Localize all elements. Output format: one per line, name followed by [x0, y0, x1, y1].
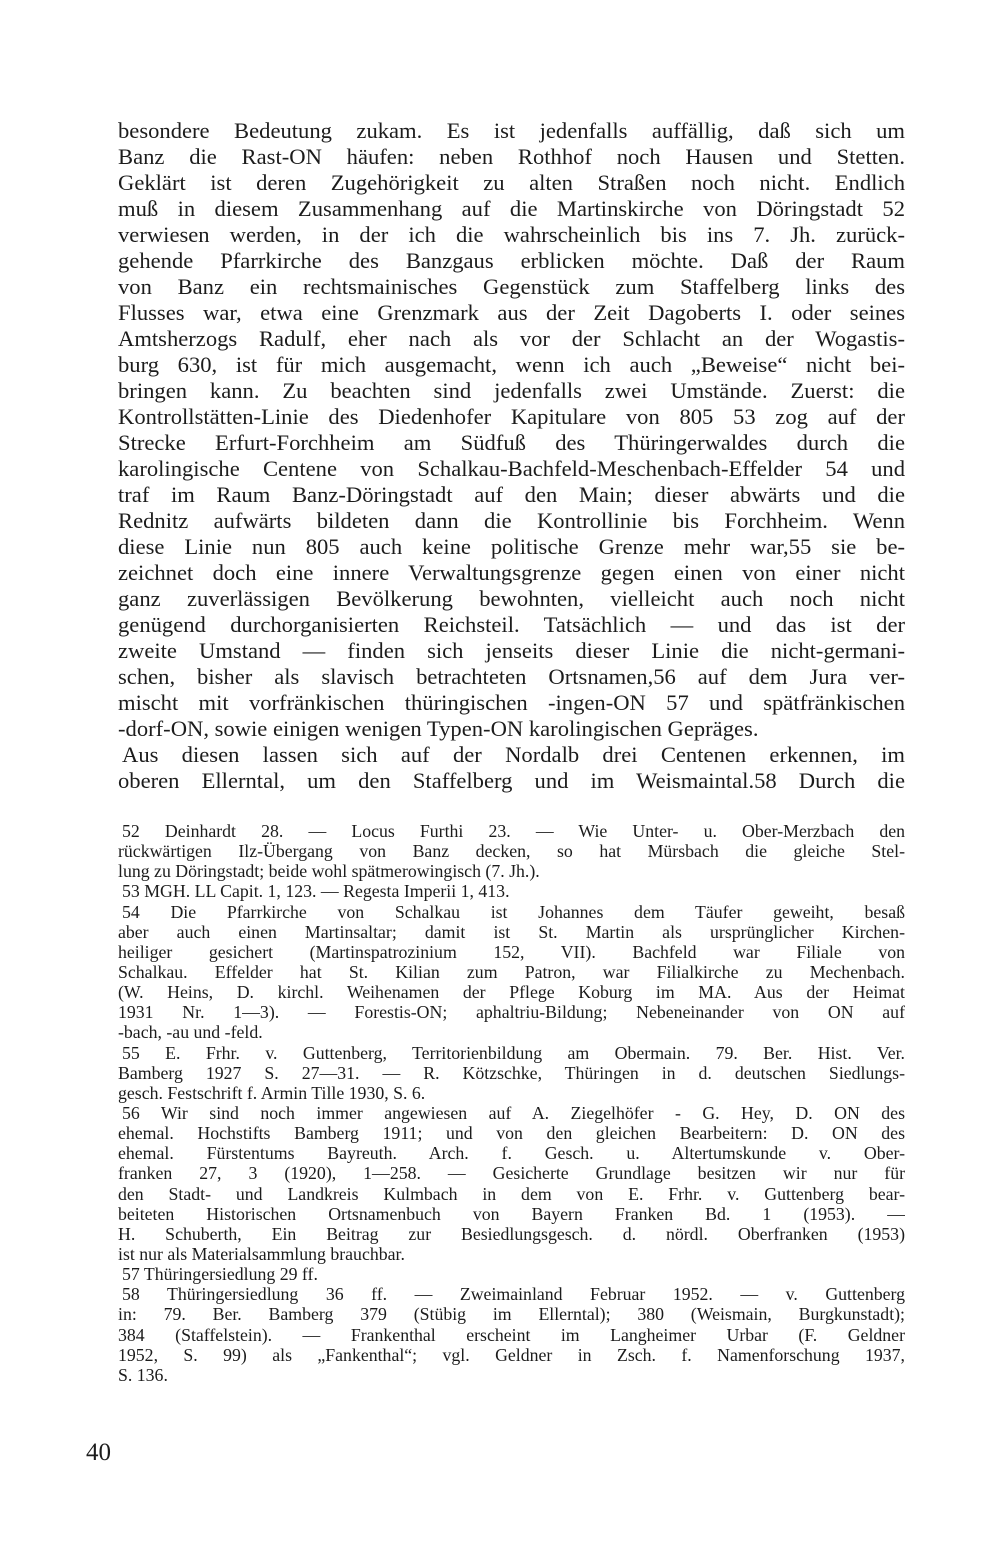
body-line: Kontrollstätten-Linie des Diedenhofer Kapitulare von 805 53 zog auf der — [118, 404, 905, 429]
footnote-line: 55 E. Frhr. v. Guttenberg, Territorienbildung am Obermain. 79. Ber. Hist. Ver. — [122, 1042, 905, 1063]
body-line: Geklärt ist deren Zugehörigkeit zu alten Straßen noch nicht. Endlich — [118, 170, 905, 195]
body-line: -dorf-ON, sowie einigen wenigen Typen-ON karolingischen Gepräges. — [118, 716, 759, 741]
footnote-line: 1952, S. 99) als „Fankenthal“; vgl. Geldner in Zsch. f. Namenforschung 1937, — [118, 1344, 905, 1365]
body-line: Strecke Erfurt-Forchheim am Südfuß des Thüringerwaldes durch die — [118, 430, 905, 455]
footnote-line: 1931 Nr. 1—3). — Forestis-ON; aphaltriu-Bildung; Nebeneinander von ON auf — [118, 1002, 905, 1023]
body-line: schen, bisher als slavisch betrachteten Ortsnamen,56 auf dem Jura ver- — [118, 664, 905, 689]
footnote-line: 53 MGH. LL Capit. 1, 123. — Regesta Imperii 1, 413. — [122, 881, 510, 902]
body-line: karolingische Centene von Schalkau-Bachfeld-Meschenbach-Effelder 54 und — [118, 456, 905, 481]
footnote-line: H. Schuberth, Ein Beitrag zur Besiedlungsgesch. d. nördl. Oberfranken (1953) — [118, 1223, 905, 1244]
body-line: genügend durchorganisierten Reichsteil. Tatsächlich — und das ist der — [118, 612, 905, 637]
footnote-line: aber auch einen Martinsaltar; damit ist St. Martin als ursprünglicher Kirchen- — [118, 921, 905, 942]
body-text — [118, 118, 905, 794]
body-line: mischt mit vorfränkischen thüringischen -ingen-ON 57 und spätfränkischen — [118, 690, 905, 715]
body-line: muß in diesem Zusammenhang auf die Martinskirche von Döringstadt 52 — [118, 196, 905, 221]
footnote-line: Schalkau. Effelder hat St. Kilian zum Patron, war Filialkirche zu Mechenbach. — [118, 961, 905, 982]
body-line: diese Linie nun 805 auch keine politische Grenze mehr war,55 sie be- — [118, 534, 905, 559]
footnote-line: (W. Heins, D. kirchl. Weihenamen der Pflege Koburg im MA. Aus der Heimat — [118, 982, 905, 1003]
footnote-line: rückwärtigen Ilz-Übergang von Banz decken, so hat Mürsbach die gleiche Stel- — [118, 841, 905, 862]
body-line: oberen Ellerntal, um den Staffelberg und im Weismaintal.58 Durch die — [118, 768, 905, 793]
body-line: traf im Raum Banz-Döringstadt auf den Main; dieser abwärts und die — [118, 482, 905, 507]
body-line: bringen kann. Zu beachten sind jedenfalls zwei Umstände. Zuerst: die — [118, 378, 905, 403]
body-line: Banz die Rast-ON häufen: neben Rothhof noch Hausen und Stetten. — [118, 144, 905, 169]
body-line: Flusses war, etwa eine Grenzmark aus der Zeit Dagoberts I. oder seines — [118, 300, 905, 325]
footnote-line: beiteten Historischen Ortsnamenbuch von Bayern Franken Bd. 1 (1953). — — [118, 1203, 905, 1224]
footnote-line: heiliger gesichert (Martinspatrozinium 152, VII). Bachfeld war Filiale von — [118, 941, 905, 962]
body-line: zeichnet doch eine innere Verwaltungsgrenze gegen einen von einer nicht — [118, 560, 905, 585]
body-line: burg 630, ist für mich ausgemacht, wenn ich auch „Beweise“ nicht bei- — [118, 352, 905, 377]
footnote-line: 57 Thüringersiedlung 29 ff. — [122, 1264, 318, 1285]
footnote-line: ist nur als Materialsammlung brauchbar. — [118, 1243, 405, 1264]
footnote-line: 56 Wir sind noch immer angewiesen auf A. Ziegelhöfer - G. Hey, D. ON des — [122, 1102, 905, 1123]
body-line: zweite Umstand — finden sich jenseits dieser Linie die nicht-germani- — [118, 638, 905, 663]
footnote-line: Bamberg 1927 S. 27—31. — R. Kötzschke, Thüringen in d. deutschen Siedlungs- — [118, 1062, 905, 1083]
footnote-line: in: 79. Ber. Bamberg 379 (Stübig im Ellerntal); 380 (Weismain, Burgkunstadt); — [118, 1304, 905, 1325]
footnote-line: 52 Deinhardt 28. — Locus Furthi 23. — Wie Unter- u. Ober-Merzbach den — [122, 821, 905, 841]
footnote-line: 384 (Staffelstein). — Frankenthal erscheint im Langheimer Urbar (F. Geldner — [118, 1324, 905, 1345]
body-line: Amtsherzogs Radulf, eher nach als vor der Schlacht an der Wogastis- — [118, 326, 905, 351]
body-line: von Banz ein rechtsmainisches Gegenstück zum Staffelberg links des — [118, 274, 905, 299]
footnote-line: 58 Thüringersiedlung 36 ff. — Zweimainland Februar 1952. — v. Guttenberg — [122, 1284, 905, 1305]
footnote-line: franken 27, 3 (1920), 1—258. — Gesicherte Grundlage besitzen wir nur für — [118, 1163, 905, 1184]
body-line: besondere Bedeutung zukam. Es ist jedenfalls auffällig, daß sich um — [118, 118, 905, 143]
body-line: Aus diesen lassen sich auf der Nordalb drei Centenen erkennen, im — [122, 742, 905, 767]
footnote-line: gesch. Festschrift f. Armin Tille 1930, S. 6. — [118, 1082, 426, 1103]
footnote-line: lung zu Döringstadt; beide wohl spätmerowingisch (7. Jh.). — [118, 861, 540, 882]
footnote-line: ehemal. Fürstentums Bayreuth. Arch. f. Gesch. u. Altertumskunde v. Ober- — [118, 1143, 905, 1164]
footnote-line: S. 136. — [118, 1364, 168, 1385]
footnote-line: ehemal. Hochstifts Bamberg 1911; und von den gleichen Bearbeitern: D. ON des — [118, 1123, 905, 1144]
footnote-line: den Stadt- und Landkreis Kulmbach in dem von E. Frhr. v. Guttenberg bear- — [118, 1183, 905, 1204]
footnote-line: -bach, -au und -feld. — [118, 1022, 263, 1043]
body-line: gehende Pfarrkirche des Banzgaus erblicken möchte. Daß der Raum — [118, 248, 905, 273]
footnote-line: 54 Die Pfarrkirche von Schalkau ist Johannes dem Täufer geweiht, besaß — [122, 901, 905, 922]
body-line: ganz zuverlässigen Bevölkerung bewohnten, vielleicht auch noch nicht — [118, 586, 905, 611]
body-line: Rednitz aufwärts bildeten dann die Kontrollinie bis Forchheim. Wenn — [118, 508, 905, 533]
footnotes — [118, 821, 905, 1385]
body-line: verwiesen werden, in der ich die wahrscheinlich bis ins 7. Jh. zurück- — [118, 222, 905, 247]
page-number: 40 — [86, 1439, 111, 1466]
